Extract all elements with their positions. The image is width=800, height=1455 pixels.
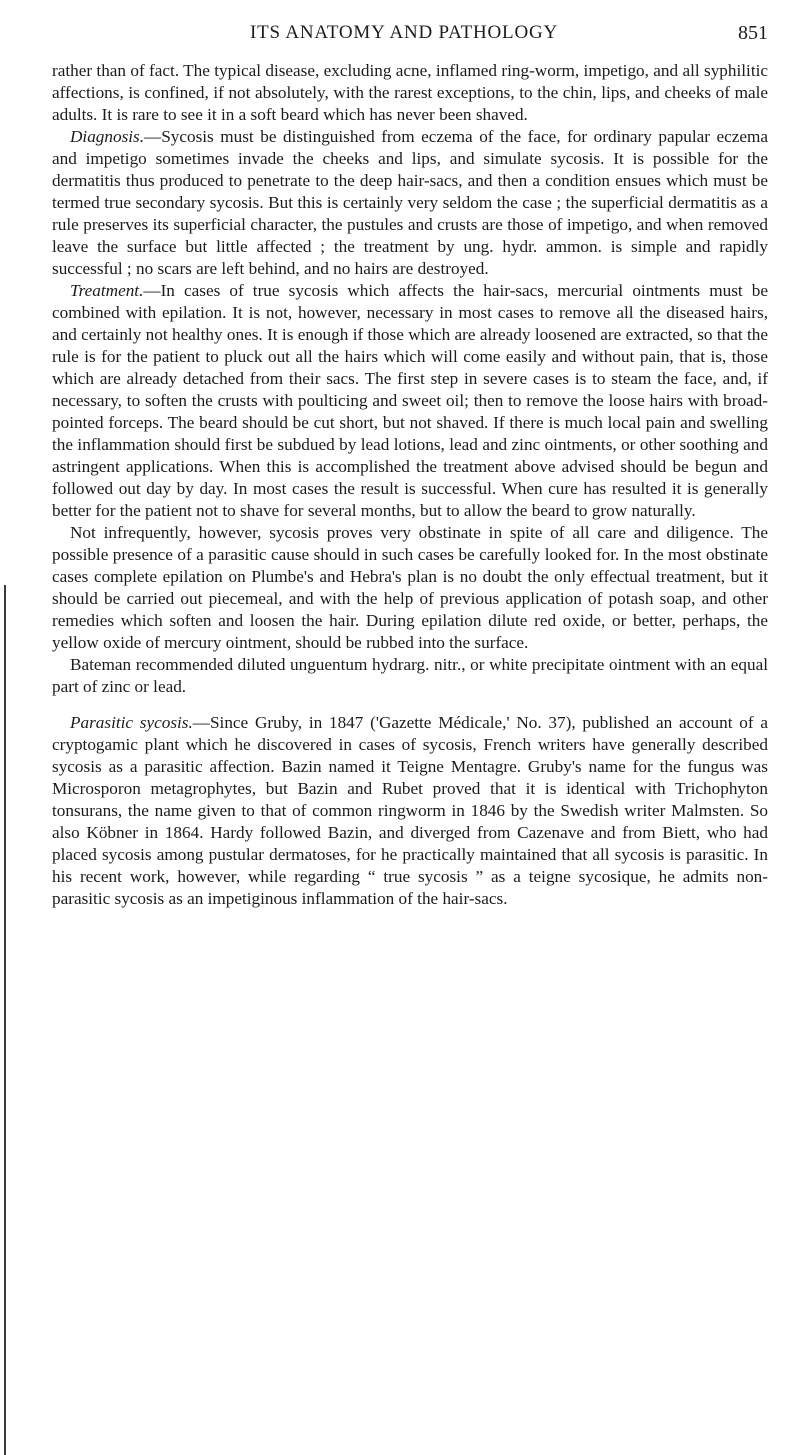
- paragraph-parasitic-sycosis: [52, 712, 768, 910]
- paragraph-continuation: [52, 60, 768, 126]
- paragraph-text: —Since Gruby, in 1847 ('Gazette Médicale,' No. 37), published an account of a cryptogamic plant which he discovered in cases of sycosis, French writers have generally described sycosis as a parasitic affection. Bazin named it Teigne Mentagre. Gruby's name for the fungus was Microsporon metagrophytes, but Bazin and Rubet proved that it is identical with Trichophyton tonsurans, the name given to that of common ringworm in 1846 by the Swedish writer Malmsten. So also Köbner in 1864. Hardy followed Bazin, and diverged from Cazenave and from Biett, who had placed sycosis among pustular dermatoses, for he practically maintained that all sycosis is parasitic. In his recent work, however, while regarding “ true sycosis ” as a teigne sycosique, he admits non-parasitic sycosis as an impetiginous inflammation of the hair-sacs.: [52, 713, 768, 908]
- paragraph-text: —Sycosis must be distinguished from eczema of the face, for ordinary papular eczema and impetigo sometimes invade the cheeks and lips, and simulate sycosis. It is possible for the dermatitis thus produced to penetrate to the deep hair-sacs, and then a condition ensues which must be termed true secondary sycosis. But this is certainly very seldom the case ; the superficial dermatitis as a rule preserves its superficial character, the pustules and crusts are those of impetigo, and when removed leave the surface but little affected ; the treatment by ung. hydr. ammon. is simple and rapidly successful ; no scars are left behind, and no hairs are destroyed.: [52, 127, 768, 278]
- paragraph-obstinate-cases: [52, 522, 768, 654]
- page-number: 851: [738, 22, 768, 44]
- body-text: [52, 60, 768, 910]
- section-heading-diagnosis: Diagnosis.: [70, 127, 145, 146]
- page-edge-shadow: [4, 585, 6, 1455]
- paragraph-diagnosis: [52, 126, 768, 280]
- page-header: [40, 22, 768, 52]
- section-heading-parasitic-sycosis: Parasitic sycosis.: [70, 713, 193, 732]
- paragraph-bateman: [52, 654, 768, 698]
- paragraph-treatment: [52, 280, 768, 522]
- paragraph-text: Not infrequently, however, sycosis proves very obstinate in spite of all care and diligence. The possible presence of a parasitic cause should in such cases be carefully looked for. In the most obstinate cases complete epilation on Plumbe's and Hebra's plan is no doubt the only effectual treatment, but it should be carried out piecemeal, and with the help of previous application of potash soap, and other remedies which soften and loosen the hair. During epilation dilute red oxide, or better, perhaps, the yellow oxide of mercury ointment, should be rubbed into the surface.: [52, 523, 768, 652]
- paragraph-text: —In cases of true sycosis which affects the hair-sacs, mercurial ointments must be combined with epilation. It is not, however, necessary in most cases to remove all the diseased hairs, and certainly not healthy ones. It is enough if those which are already loosened are extracted, so that the rule is for the patient to pluck out all the hairs which will come easily and without pain, that is, those which are already detached from their sacs. The first step in severe cases is to steam the face, and, if necessary, to soften the crusts with poulticing and sweet oil; then to remove the loose hairs with broad-pointed forceps. The beard should be cut short, but not shaved. If there is much local pain and swelling the inflammation should first be subdued by lead lotions, lead and zinc ointments, or other soothing and astringent applications. When this is accomplished the treatment above advised should be begun and followed out day by day. In most cases the result is successful. When cure has resulted it is generally better for the patient not to shave for several months, but to allow the beard to grow naturally.: [52, 281, 768, 520]
- paragraph-text: rather than of fact. The typical disease, excluding acne, inflamed ring-worm, impetigo, and all syphilitic affections, is confined, if not absolutely, with the rarest exceptions, to the chin, lips, and cheeks of male adults. It is rare to see it in a soft beard which has never been shaved.: [52, 61, 768, 124]
- section-heading-treatment: Treatment.: [70, 281, 144, 300]
- running-head: ITS ANATOMY AND PATHOLOGY: [249, 22, 559, 43]
- paragraph-text: Bateman recommended diluted unguentum hydrarg. nitr., or white precipitate ointment with an equal part of zinc or lead.: [52, 655, 768, 696]
